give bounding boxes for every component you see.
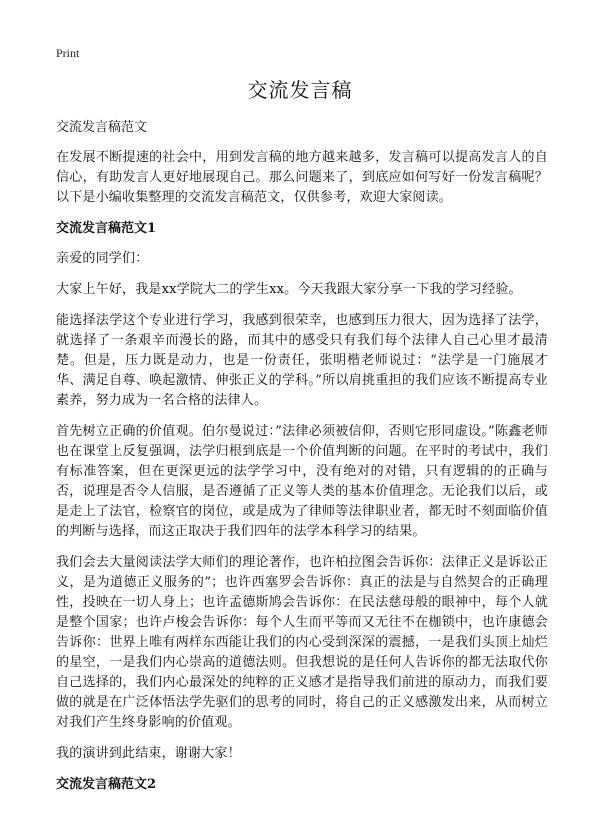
paragraph-values: 首先树立正确的价值观。伯尔曼说过：”法律必须被信仰，否则它形同虚设。”陈鑫老师也在课堂上反复强调，法学归根到底是一个价值判断的问题。在平时的考试中，我们有标准答案，但在更深更远的法学学习中，没有绝对的对错，只有逻辑的的正确与否，说理是否令人信服，是否遵循了正义等人类的基本价值理念。无论我们以后，或是走上了法官，检察官的岗位，或是成为了律师等法律职业者，都无时不刻面临价值的判断与选择，而这正取决于我们四年的法学本科学习的结果。 — [56, 424, 548, 539]
section-heading: 交流发言稿范文1 — [56, 221, 157, 236]
intro-paragraph: 在发展不断提速的社会中，用到发言稿的地方越来越多，发言稿可以提高发言人的自信心，有助发言人更好地展现自己。那么问题来了，到底应如何写好一份发言稿呢？以下是小编收集整理的交流发言稿范文，仅供参考，欢迎大家阅读。 — [56, 150, 548, 205]
paragraph-greeting: 亲爱的同学们： — [56, 251, 149, 266]
paragraph-choosing-law: 能选择法学这个专业进行学习，我感到很荣幸，也感到压力很大，因为选择了法学，就选择了一条艰辛而漫长的路，而其中的感受只有我们每个法律人自己心里才最清楚。但是，压力既是动力，也是一份责任，张明楷老师说过：“法学是一门施展才华、满足自尊、唤起激情、伸张正义的学科。”所以肩挑重担的我们应该不断提高专业素养，努力成为一名合格的法律人。 — [56, 313, 548, 408]
section-heading: 交流发言稿范文2 — [56, 777, 157, 792]
paragraph-closing: 我的演讲到此结束，谢谢大家！ — [56, 746, 241, 761]
document-subtitle: 交流发言稿范文 — [56, 120, 148, 135]
paragraph-reading: 我们会去大量阅读法学大师们的理论著作，也许柏拉图会告诉你：法律正义是诉讼正义，是为道德正义服务的”；也许西塞罗会告诉你：真正的法是与自然契合的正确理性，投映在一切人身上；也许孟德斯鸠会告诉你：在民法慈母般的眼神中，每个人就是整个国家；也许卢梭会告诉你：每个人生而平等而又无往不在枷锁中，也许康德会告诉你：世界上唯有两样东西能让我们的内心受到深深的震撼，一是我们头顶上灿烂的星空，一是我们内心崇高的道德法则。但我想说的是任何人告诉你的都无法取代你自己选择的，我们内心最深处的纯粹的正义感才是指导我们前进的原动力，而我们要做的就是在广泛体悟法学先驱们的思考的同时，将自己的正义感激发出来，从而树立对我们产生终身影响的价值观。 — [56, 555, 548, 730]
document-title: 交流发言稿 — [247, 78, 353, 102]
paragraph-self-introduction: 大家上午好，我是xx学院大二的学生xx。今天我跟大家分享一下我的学习经验。 — [56, 282, 522, 297]
document-body — [56, 118, 548, 805]
print-link[interactable]: Print — [56, 46, 80, 60]
